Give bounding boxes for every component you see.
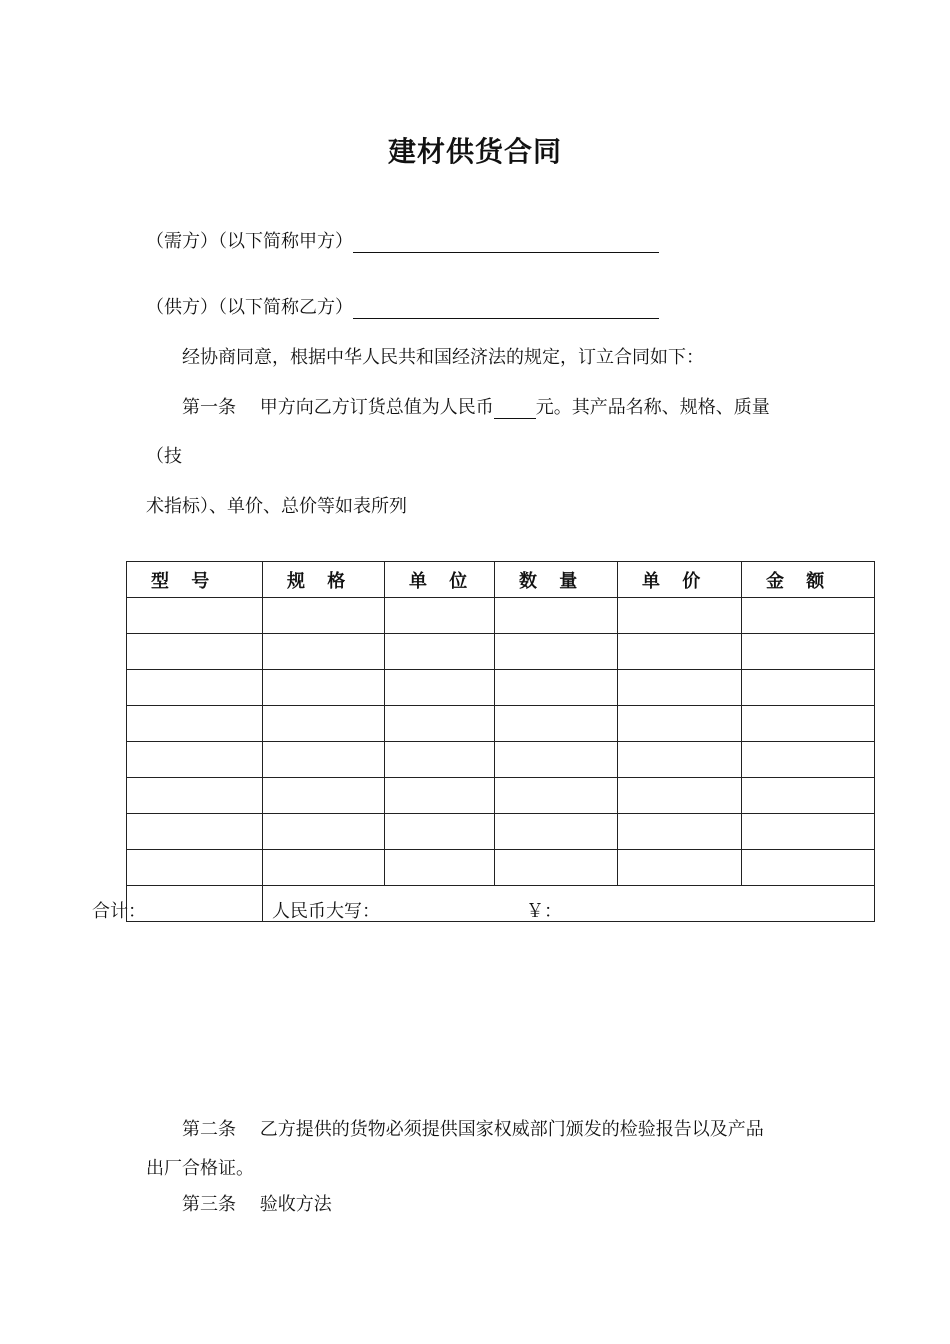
table-cell[interactable] (263, 778, 385, 814)
table-cell[interactable] (263, 850, 385, 886)
table-cell[interactable] (742, 598, 875, 634)
article-1-text-a: 第一条 甲方向乙方订货总值为人民币 (182, 397, 494, 418)
table-cell[interactable] (742, 850, 875, 886)
table-cell[interactable] (385, 670, 495, 706)
party-a-label: （需方）（以下简称甲方） (146, 231, 353, 252)
article-2-line-1: 第二条 乙方提供的货物必须提供国家权威部门颁发的检验报告以及产品 (182, 1119, 764, 1140)
header-unit-price: 单 价 (618, 562, 742, 598)
table-cell[interactable] (495, 814, 618, 850)
goods-table (126, 561, 875, 922)
table-row (127, 634, 875, 670)
table-cell[interactable] (263, 742, 385, 778)
article-2-line-2: 出厂合格证。 (146, 1158, 254, 1179)
table-cell[interactable] (127, 598, 263, 634)
table-cell[interactable] (742, 742, 875, 778)
table-cell[interactable] (127, 850, 263, 886)
table-cell[interactable] (263, 814, 385, 850)
table-cell[interactable] (742, 814, 875, 850)
table-cell[interactable] (618, 778, 742, 814)
table-row (127, 706, 875, 742)
table-cell[interactable] (263, 598, 385, 634)
table-cell[interactable] (618, 850, 742, 886)
article-3-heading: 第三条 验收方法 (182, 1194, 332, 1215)
article-1-line-2: （技 (146, 446, 182, 467)
table-cell[interactable] (127, 670, 263, 706)
table-cell[interactable] (127, 742, 263, 778)
table-row (127, 778, 875, 814)
table-cell[interactable] (385, 778, 495, 814)
table-cell[interactable] (618, 634, 742, 670)
table-cell[interactable] (495, 634, 618, 670)
party-a-line (146, 227, 659, 253)
header-spec: 规 格 (263, 562, 385, 598)
page-title: 建材供货合同 (387, 135, 562, 168)
table-cell[interactable] (385, 598, 495, 634)
party-a-blank[interactable] (353, 232, 659, 253)
table-cell[interactable] (495, 742, 618, 778)
header-quantity: 数 量 (495, 562, 618, 598)
table-row (127, 814, 875, 850)
table-cell[interactable] (742, 670, 875, 706)
table-row (127, 598, 875, 634)
table-total-row (127, 886, 875, 922)
table-cell[interactable] (385, 850, 495, 886)
table-cell[interactable] (495, 850, 618, 886)
table-cell[interactable] (385, 742, 495, 778)
table-cell[interactable] (495, 706, 618, 742)
table-cell[interactable] (127, 706, 263, 742)
table-cell[interactable] (385, 706, 495, 742)
header-amount: 金 额 (742, 562, 875, 598)
table-row (127, 670, 875, 706)
table-cell[interactable] (495, 598, 618, 634)
article-1-text-b: 元。其产品名称、规格、质量 (535, 397, 770, 418)
party-b-line (146, 293, 659, 319)
table-cell[interactable] (263, 706, 385, 742)
total-cell[interactable] (127, 886, 263, 922)
table-cell[interactable] (618, 598, 742, 634)
rmb-uppercase-label: 人民币大写： (272, 901, 380, 922)
table-cell[interactable] (385, 814, 495, 850)
yen-amount-label: ￥： (526, 901, 562, 922)
intro-text: 经协商同意，根据中华人民共和国经济法的规定，订立合同如下： (182, 347, 704, 368)
total-amount-blank[interactable] (494, 398, 536, 419)
header-unit: 单 位 (385, 562, 495, 598)
table-cell[interactable] (742, 634, 875, 670)
table-cell[interactable] (742, 778, 875, 814)
table-header-row (127, 562, 875, 598)
table-cell[interactable] (385, 634, 495, 670)
table-cell[interactable] (618, 706, 742, 742)
party-b-label: （供方）（以下简称乙方） (146, 297, 353, 318)
table-cell[interactable] (618, 814, 742, 850)
table-cell[interactable] (495, 778, 618, 814)
table-cell[interactable] (127, 814, 263, 850)
total-label: 合计： (92, 901, 146, 922)
table-cell[interactable] (127, 778, 263, 814)
table-row (127, 742, 875, 778)
table-cell[interactable] (263, 670, 385, 706)
table-cell[interactable] (618, 670, 742, 706)
table-cell[interactable] (127, 634, 263, 670)
table-cell[interactable] (495, 670, 618, 706)
table-cell[interactable] (742, 706, 875, 742)
party-b-blank[interactable] (353, 298, 659, 319)
table-cell[interactable] (263, 634, 385, 670)
table-cell[interactable] (618, 742, 742, 778)
header-model: 型 号 (127, 562, 263, 598)
article-1-line-1 (182, 393, 770, 419)
table-row (127, 850, 875, 886)
article-1-line-3: 术指标）、单价、总价等如表所列 (146, 496, 407, 517)
